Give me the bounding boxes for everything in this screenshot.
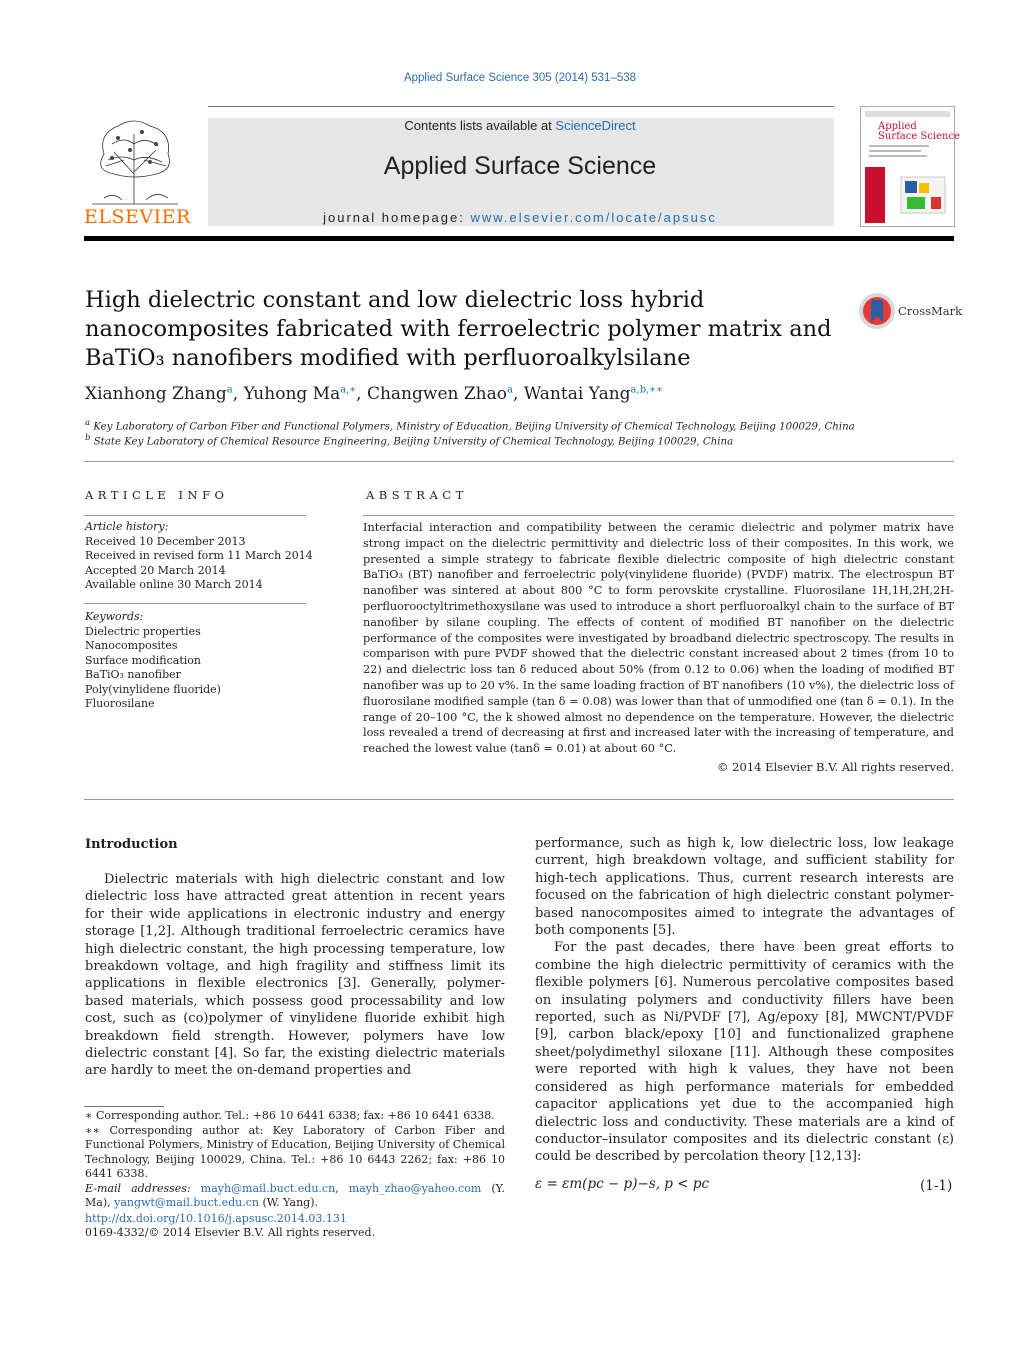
affiliation-marker: a: [85, 418, 91, 428]
author-name[interactable]: Yuhong Ma: [243, 384, 341, 404]
crossmark-label: CrossMark: [898, 304, 963, 318]
keyword: Nanocomposites: [85, 639, 178, 652]
email-owner: (Y. Ma),: [85, 1181, 505, 1209]
email-separator: ,: [335, 1181, 349, 1195]
author-list: Xianhong Zhang$^a$, Yuhong $Ma^{a,∗}$, Changwen Zhao$^a$, Wantai Yang$^{a,b,∗∗}$: [85, 384, 663, 404]
affiliation: [85, 418, 855, 432]
sciencedirect-link[interactable]: ScienceDirect: [555, 118, 636, 133]
equation: ε = εm(pc − p)−s, p < pc: [535, 1176, 710, 1192]
header-bottom-rule: [84, 236, 954, 241]
footnote-rule: [84, 1106, 164, 1107]
abstract-copyright: © 2014 Elsevier B.V. All rights reserved.: [717, 760, 954, 774]
history-label: Article history:: [85, 520, 169, 533]
doi-link[interactable]: http://dx.doi.org/10.1016/j.apsusc.2014.03.131: [85, 1212, 347, 1225]
footnote-emails: [85, 1182, 505, 1211]
affiliation-text: Key Laboratory of Carbon Fiber and Functional Polymers, Ministry of Education, Beijing University of Chemical Technology, Beijing 100029, China: [93, 421, 855, 433]
article-title: High dielectric constant and low dielectric loss hybrid nanocomposites fabricated with ferroelectric polymer matrix and BaTiO₃ nanofibers modified with perfluoroalkylsilane: [85, 287, 832, 371]
body-paragraph: Dielectric materials with high dielectric constant and low dielectric loss have attracted great attention in recent years for their wide applications in electronic industry and energy storage [1,2]. Although traditional ferroelectric ceramics have high dielectric constant, the high processing temperature, low breakdown voltage, and high fragility and stiffness limit its applications in flexible electronics [3]. Generally, polymer-based materials, which possess good processability and low cost, such as (co)polymer of vinylidene fluoride exhibit high breakdown field strength. However, polymers have low dielectric constant [4]. So far, the existing dielectric materials are hardly to meet the on-demand properties and: [85, 872, 505, 1079]
body-column-left: [85, 871, 505, 1080]
keywords: [85, 610, 315, 712]
author-marker[interactable]: a: [226, 384, 233, 396]
divider: [84, 461, 954, 462]
issn-line: 0169-4332/© 2014 Elsevier B.V. All rights reserved.: [85, 1226, 376, 1239]
homepage-prefix: journal homepage:: [323, 210, 471, 225]
author-marker[interactable]: a,b,∗∗: [630, 384, 663, 396]
footnotes: [85, 1109, 505, 1211]
body-paragraph: For the past decades, there have been great efforts to combine the high dielectric permittivity of ceramics with the flexible polymers [6]. Numerous percolative composites based on insulating polymers and conductivity fillers have been reported, such as Ni/PVDF [7], Ag/epoxy [8], MWCNT/PVDF [9], carbon black/epoxy [10] and functionalized graphene sheet/polydimethyl siloxane [11]. Although these composites were reported with high k values, they have not been considered as high performance materials for embedded capacitor applications yet due to the accompanied high dielectric loss and conductivity. These materials are a kind of conductor–insulator composites and its dielectric constant (ε) could be described by percolation theory [12,13]:: [535, 940, 954, 1165]
email-link[interactable]: mayh@mail.buct.edu.cn: [200, 1181, 336, 1195]
article-info-heading: ARTICLE INFO: [85, 488, 229, 502]
author-name[interactable]: Wantai Yang: [523, 384, 631, 404]
author-name[interactable]: Changwen Zhao: [366, 384, 507, 404]
abstract-heading: ABSTRACT: [366, 488, 468, 502]
divider: [363, 515, 954, 516]
keyword: Surface modification: [85, 653, 201, 667]
history-item: Available online 30 March 2014: [85, 578, 263, 591]
section-heading-introduction: Introduction: [85, 837, 178, 852]
email-owner: (W. Yang).: [258, 1196, 318, 1209]
header-top-rule: [208, 106, 834, 107]
body-column-right: [535, 835, 954, 1166]
divider: [84, 799, 954, 800]
journal-citation[interactable]: Applied Surface Science 305 (2014) 531–538: [403, 72, 637, 84]
keyword: Fluorosilane: [85, 697, 155, 710]
keywords-label: Keywords:: [85, 610, 144, 623]
history-item: Accepted 20 March 2014: [85, 563, 226, 577]
author-marker[interactable]: a: [507, 384, 513, 396]
equation-number: (1-1): [920, 1178, 953, 1194]
cover-title-line2: Surface Science: [878, 131, 960, 142]
footnote: ∗∗ Corresponding author at: Key Laboratory of Carbon Fiber and Functional Polymers, Ministry of Education, Beijing University of Chemical Technology, Beijing 100029, China. Tel.: +86 10 6443 2262; fax: +86 10 6441 6338.: [85, 1123, 505, 1180]
divider: [84, 603, 306, 604]
keyword: Dielectric properties: [85, 624, 201, 638]
crossmark-icon: [858, 292, 898, 332]
divider: [84, 515, 306, 516]
affiliation: [85, 433, 733, 447]
cover-journal-title: [878, 122, 960, 142]
contents-prefix: Contents lists available at: [404, 118, 556, 133]
body-paragraph: performance, such as high k, low dielectric loss, low leakage current, high breakdown voltage, and sufficient stability for high-tech applications. Thus, current research interests are focused on the fabrication of high dielectric constant polymer-based nanocomposites aimed to integrate the advantages of both components [5].: [535, 836, 954, 939]
abstract-text: Interfacial interaction and compatibility between the ceramic dielectric and polymer matrix have strong impact on the dielectric permittivity and dielectric loss of their composites. In this work, we presented a simple strategy to fabricate flexible dielectric composite of high dielectric constant BaTiO₃ (BT) nanofiber and ferroelectric poly(vinylidene fluoride) (PVDF) matrix. The electrospun BT nanofiber was sintered at about 800 °C to form perovskite crystalline. Fluorosilane 1H,1H,2H,2H-perfluorooctyltrimethoxysilane was used to introduce a short perfluoroalkyl chain to the surface of BT nanofiber by silane coupling. The effects of content of modified BT nanofiber on the dielectric performance of the composites were investigated by broadband dielectric spectroscopy. The results in comparison with pure PVDF showed that the dielectric constant increased about 2 times (from 10 to 22) and dielectric loss tan δ reduced about 50% (from 0.12 to 0.06) when the loading of modified BT nanofiber was up to 20 v%. In the same loading fraction of BT nanofibers (10 v%), the dielectric loss of fluorosilane modified sample (tan δ = 0.08) was lower than that of unmodified one (tan δ = 0.1). In the range of 20–100 °C, the k showed almost no dependence on the temperature. However, the dielectric loss revealed a trend of decreasing at first and increased later with the increasing of temperature, and reached the lowest value (tanδ = 0.01) at about 60 °C.: [363, 521, 954, 756]
keyword: BaTiO₃ nanofiber: [85, 668, 181, 681]
history-item: Received in revised form 11 March 2014: [85, 549, 313, 562]
author-name[interactable]: Xianhong Zhang: [85, 384, 227, 404]
article-history: [85, 520, 315, 593]
homepage-link[interactable]: www.elsevier.com/locate/apsusc: [470, 210, 717, 225]
author-marker[interactable]: a,∗: [340, 384, 357, 396]
history-item: Received 10 December 2013: [85, 534, 246, 548]
affiliation-marker: b: [85, 433, 91, 443]
cover-title-line1: Applied: [878, 121, 917, 132]
journal-name: Applied Surface Science: [383, 152, 657, 180]
email-link[interactable]: yangwt@mail.buct.edu.cn: [114, 1196, 259, 1209]
elsevier-wordmark: ELSEVIER: [84, 206, 191, 228]
keyword: Poly(vinylidene fluoride): [85, 682, 221, 696]
affiliation-text: State Key Laboratory of Chemical Resource Engineering, Beijing University of Chemical Technology, Beijing 100029, China: [93, 436, 734, 448]
email-label: E-mail addresses:: [85, 1181, 201, 1195]
email-link[interactable]: mayh_zhao@yahoo.com: [348, 1181, 482, 1195]
footnote: ∗ Corresponding author. Tel.: +86 10 6441 6338; fax: +86 10 6441 6338.: [85, 1109, 495, 1122]
